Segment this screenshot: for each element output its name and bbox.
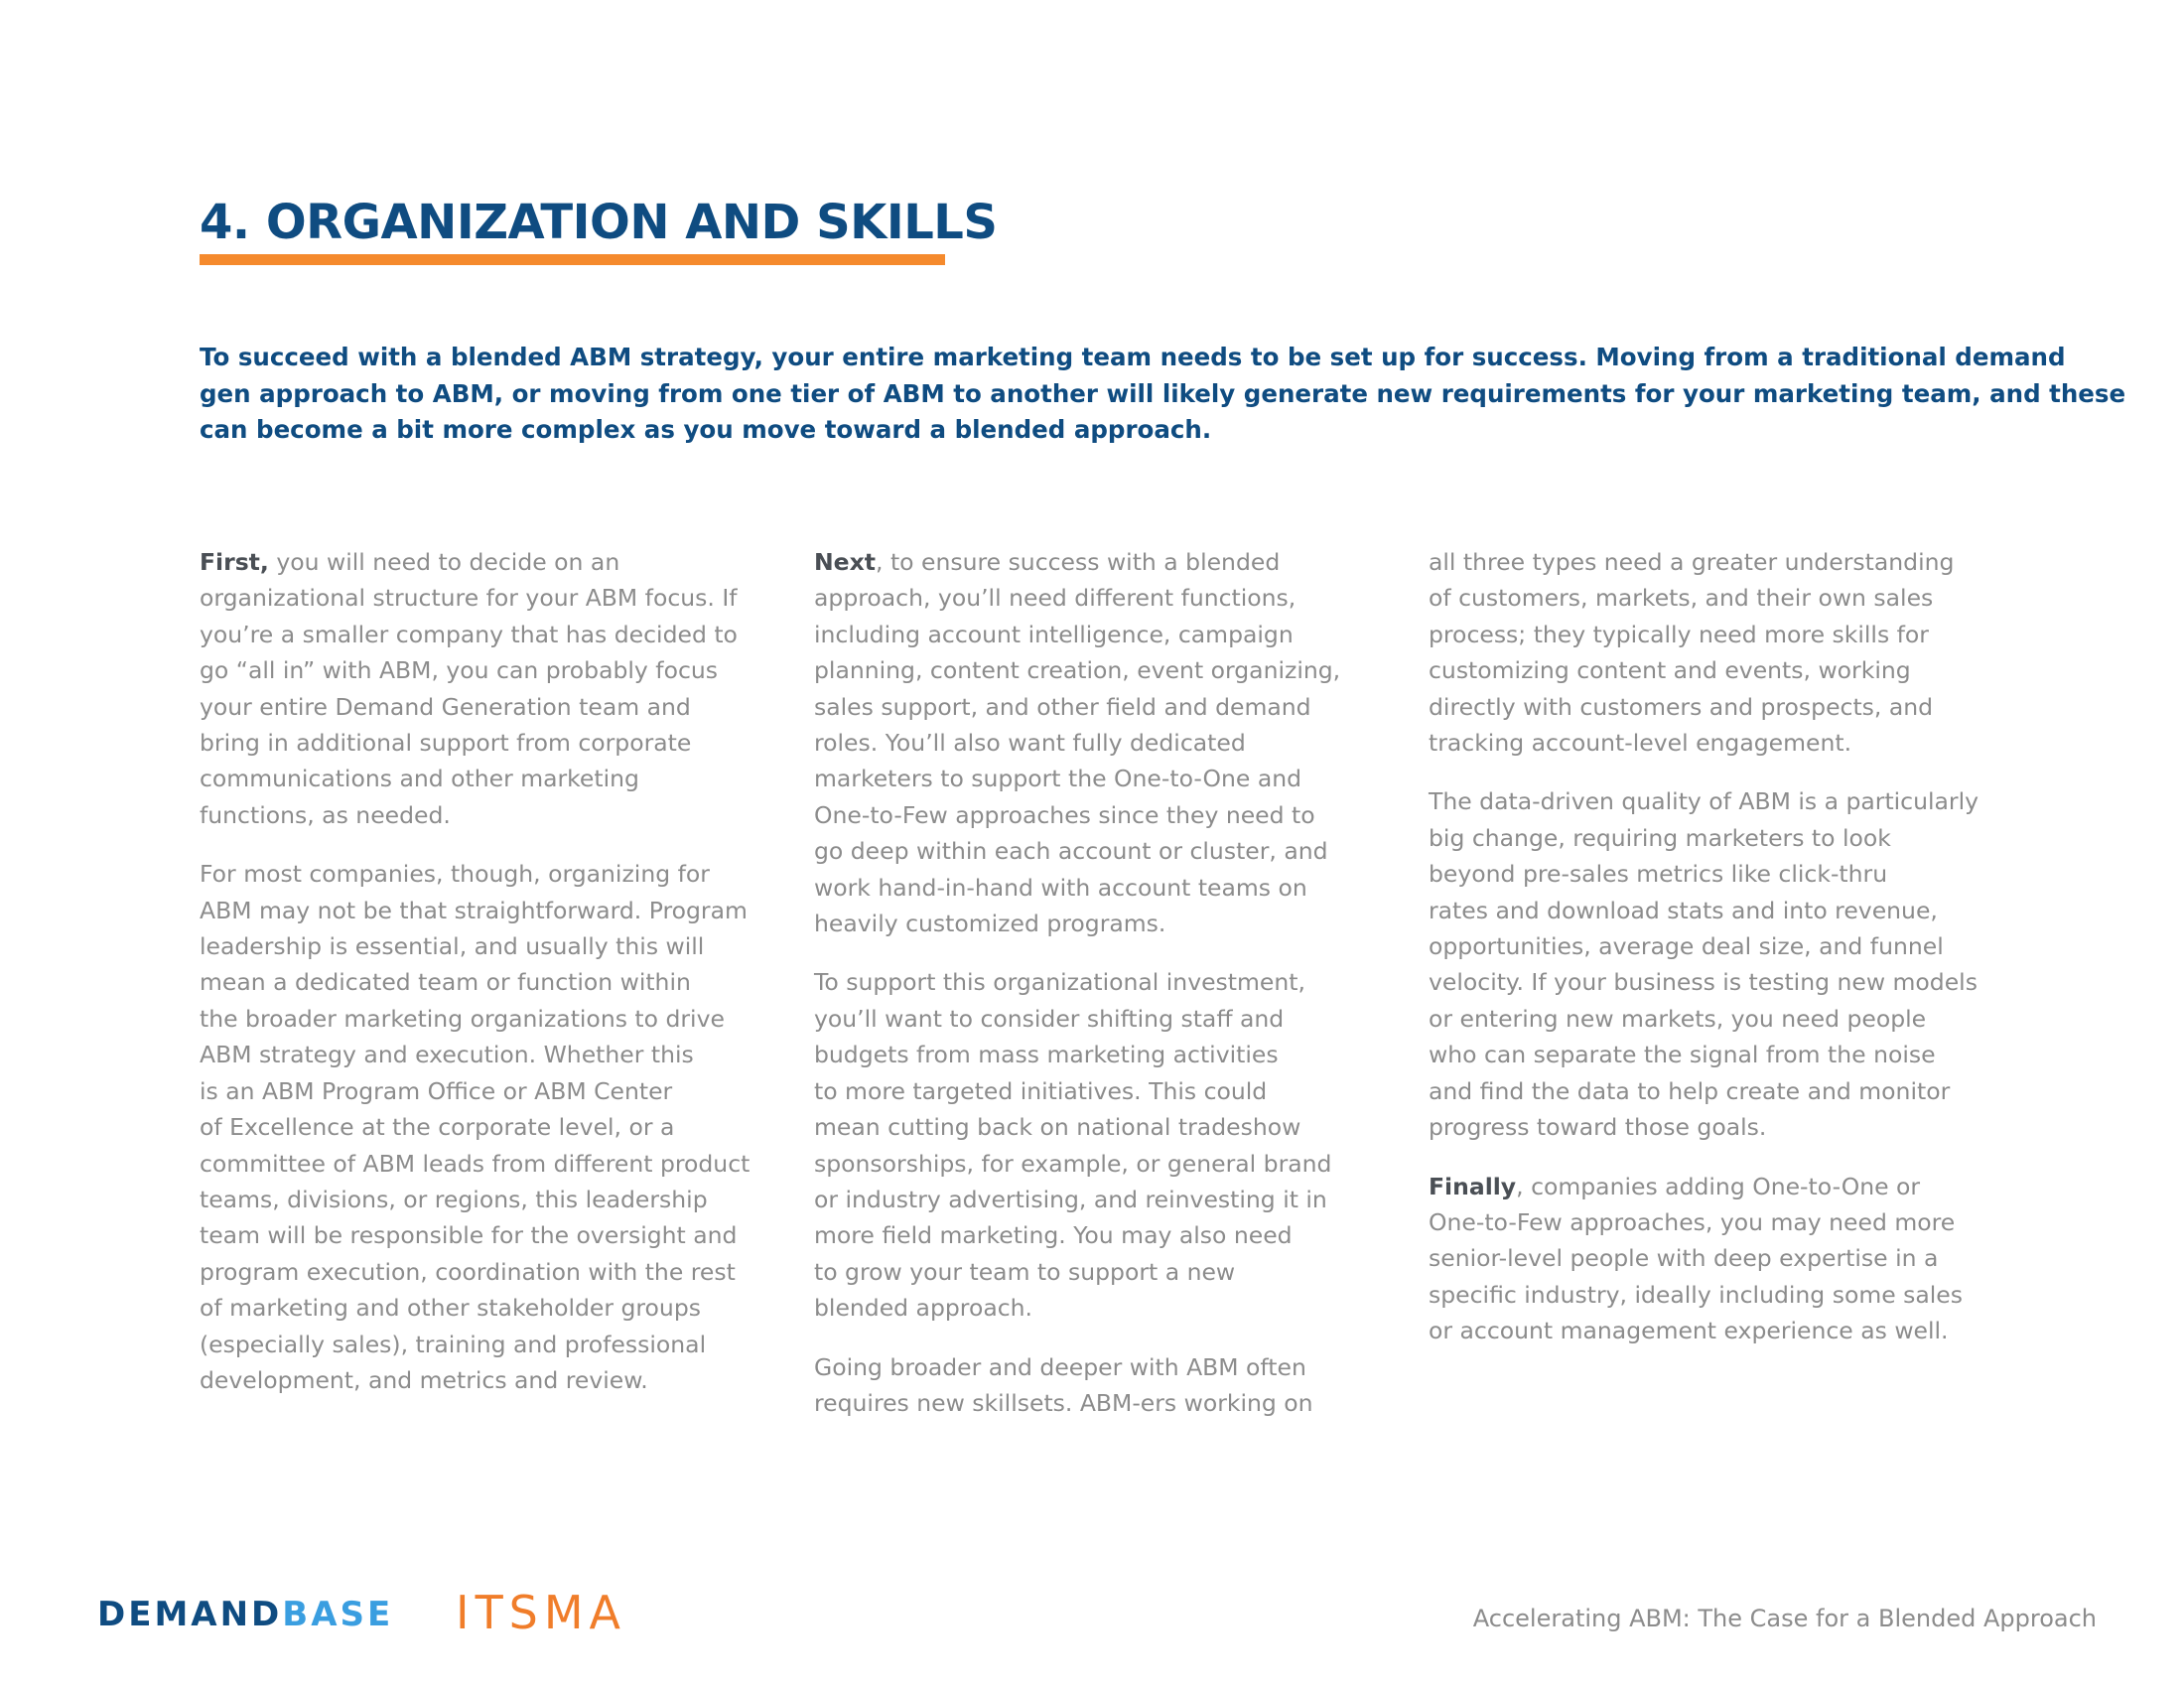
body-line: requires new skillsets. ABM-ers working on [814, 1388, 1313, 1417]
body-line: you’ll want to consider shifting staff and [814, 1004, 1285, 1033]
body-line: development, and metrics and review. [200, 1365, 648, 1394]
body-line: functions, as needed. [200, 800, 451, 829]
intro-line: can become a bit more complex as you move toward a blended approach. [200, 415, 1212, 444]
body-line: rates and download stats and into revenue, [1429, 896, 1938, 924]
body-line: senior-level people with deep expertise in a [1429, 1244, 1939, 1273]
body-line: mean a dedicated team or function within [200, 968, 691, 997]
lead-word: Next [814, 548, 876, 576]
body-line: sponsorships, for example, or general brand [814, 1149, 1332, 1178]
body-line: One-to-Few approaches, you may need more [1429, 1207, 1956, 1236]
body-line: mean cutting back on national tradeshow [814, 1113, 1301, 1142]
body-line: the broader marketing organizations to drive [200, 1004, 725, 1033]
body-line: blended approach. [814, 1294, 1033, 1323]
body-line: One-to-Few approaches since they need to [814, 800, 1315, 829]
body-paragraph [1429, 544, 2024, 761]
body-line: and find the data to help create and monitor [1429, 1076, 1951, 1105]
body-line: is an ABM Program Office or ABM Center [200, 1076, 673, 1105]
lead-line-text: , to ensure success with a blended [876, 548, 1281, 576]
body-line: of marketing and other stakeholder groups [200, 1294, 701, 1323]
body-line: of customers, markets, and their own sales [1429, 584, 1934, 613]
body-line: ABM strategy and execution. Whether this [200, 1041, 694, 1069]
body-line: Going broader and deeper with ABM often [814, 1352, 1306, 1381]
body-line: all three types need a greater understanding [1429, 548, 1955, 576]
intro-paragraph [200, 340, 2126, 449]
body-line: work hand-in-hand with account teams on [814, 873, 1307, 902]
body-line: The data-driven quality of ABM is a particularly [1429, 787, 1979, 816]
body-line: you’re a smaller company that has decided to [200, 620, 738, 648]
lead-line-text: you will need to decide on an [268, 548, 620, 576]
body-line: or entering new markets, you need people [1429, 1004, 1927, 1033]
lead-word: First, [200, 548, 269, 576]
itsma-logo: ITSMA [456, 1586, 627, 1639]
body-paragraph [814, 1349, 1410, 1422]
body-line [200, 544, 795, 580]
body-line: tracking account-level engagement. [1429, 729, 1852, 758]
body-paragraph [200, 856, 795, 1398]
body-line: leadership is essential, and usually this will [200, 932, 705, 961]
body-line: directly with customers and prospects, and [1429, 692, 1934, 721]
body-line: go deep within each account or cluster, and [814, 837, 1328, 866]
body-line: more field marketing. You may also need [814, 1221, 1293, 1250]
body-line [1429, 1169, 2024, 1204]
body-line: to grow your team to support a new [814, 1257, 1236, 1286]
heading-underline [200, 254, 945, 265]
lead-word: Finally [1429, 1172, 1517, 1200]
body-line: to more targeted initiatives. This could [814, 1076, 1268, 1105]
body-line: or account management experience as well. [1429, 1317, 1949, 1345]
body-line: communications and other marketing [200, 765, 639, 793]
body-line: sales support, and other field and demand [814, 692, 1311, 721]
body-paragraph [814, 964, 1410, 1326]
body-line: organizational structure for your ABM focus. If [200, 584, 738, 613]
body-paragraph [814, 544, 1410, 941]
body-line: including account intelligence, campaign [814, 620, 1294, 648]
body-line: your entire Demand Generation team and [200, 692, 691, 721]
body-line: program execution, coordination with the rest [200, 1257, 736, 1286]
body-line: heavily customized programs. [814, 910, 1166, 938]
body-line: go “all in” with ABM, you can probably focus [200, 656, 719, 685]
body-line: beyond pre-sales metrics like click-thru [1429, 860, 1888, 889]
lead-line-text: , companies adding One-to-One or [1516, 1172, 1921, 1200]
text-column-1 [200, 544, 795, 1421]
body-line: or industry advertising, and reinvesting it in [814, 1185, 1327, 1213]
body-line: ABM may not be that straightforward. Program [200, 896, 748, 924]
demandbase-logo-demand: DEMAND [97, 1595, 283, 1634]
intro-line: To succeed with a blended ABM strategy, your entire marketing team needs to be set up for success. Moving from a traditional demand [200, 343, 2066, 371]
body-paragraph [1429, 783, 2024, 1145]
body-line [814, 544, 1410, 580]
intro-line: gen approach to ABM, or moving from one tier of ABM to another will likely generate new requirements for your marketing team, and these [200, 378, 2126, 408]
demandbase-logo-base: BASE [282, 1595, 394, 1634]
body-line: marketers to support the One-to-One and [814, 765, 1302, 793]
body-paragraph [200, 544, 795, 833]
body-line: process; they typically need more skills for [1429, 620, 1929, 648]
section-heading: 4. ORGANIZATION AND SKILLS [200, 195, 998, 250]
body-line: customizing content and events, working [1429, 656, 1911, 685]
body-line: bring in additional support from corporate [200, 729, 692, 758]
body-line: opportunities, average deal size, and funnel [1429, 932, 1944, 961]
body-line: planning, content creation, event organizing, [814, 656, 1341, 685]
body-line: committee of ABM leads from different product [200, 1149, 751, 1178]
body-line: For most companies, though, organizing for [200, 860, 710, 889]
body-line: roles. You’ll also want fully dedicated [814, 729, 1246, 758]
text-column-3 [1429, 544, 2024, 1372]
document-title-footer: Accelerating ABM: The Case for a Blended Approach [1472, 1605, 2097, 1632]
text-column-2 [814, 544, 1410, 1444]
body-line: who can separate the signal from the noise [1429, 1041, 1936, 1069]
body-line: specific industry, ideally including some sales [1429, 1280, 1964, 1309]
body-line: (especially sales), training and professional [200, 1330, 707, 1358]
body-line: velocity. If your business is testing new models [1429, 968, 1978, 997]
body-line: To support this organizational investment, [814, 968, 1305, 997]
body-line: progress toward those goals. [1429, 1113, 1767, 1142]
body-line: team will be responsible for the oversight and [200, 1221, 738, 1250]
demandbase-logo [97, 1595, 393, 1634]
body-line: big change, requiring marketers to look [1429, 823, 1891, 852]
body-line: teams, divisions, or regions, this leadership [200, 1185, 708, 1213]
body-line: of Excellence at the corporate level, or a [200, 1113, 675, 1142]
body-paragraph [1429, 1169, 2024, 1349]
body-line: approach, you’ll need different functions, [814, 584, 1297, 613]
body-line: budgets from mass marketing activities [814, 1041, 1279, 1069]
